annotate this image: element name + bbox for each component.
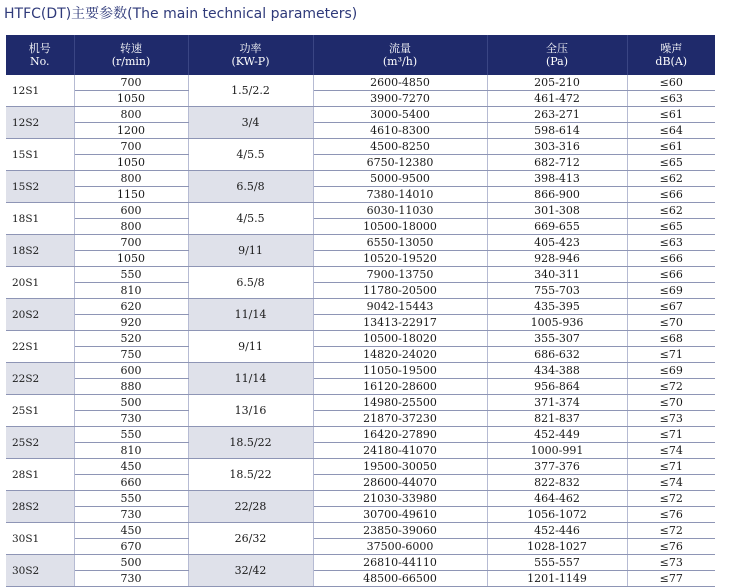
power-cell: 18.5/22	[188, 427, 313, 459]
pressure-cell: 1000-991	[487, 443, 627, 459]
speed-cell: 670	[74, 539, 188, 555]
flow-cell: 21030-33980	[313, 491, 487, 507]
table-row	[6, 459, 715, 475]
power-cell: 9/11	[188, 235, 313, 267]
column-header-cn: 机号	[28, 42, 51, 55]
column-header-en: (m³/h)	[382, 55, 418, 68]
pressure-cell: 377-376	[487, 459, 627, 475]
noise-cell: ≤61	[627, 139, 715, 155]
pressure-cell: 263-271	[487, 107, 627, 123]
power-cell: 11/14	[188, 363, 313, 395]
pressure-cell: 434-388	[487, 363, 627, 379]
table-row	[6, 331, 715, 347]
column-header-en: (Pa)	[545, 55, 569, 68]
table-row	[6, 155, 715, 171]
noise-cell: ≤66	[627, 187, 715, 203]
table-row	[6, 235, 715, 251]
table-row	[6, 523, 715, 539]
speed-cell: 1200	[74, 123, 188, 139]
noise-cell: ≤69	[627, 283, 715, 299]
pressure-cell: 303-316	[487, 139, 627, 155]
noise-cell: ≤66	[627, 251, 715, 267]
table-row	[6, 555, 715, 571]
model-cell: 28S2	[6, 491, 74, 523]
column-header-en: No.	[29, 55, 50, 68]
speed-cell: 700	[74, 75, 188, 91]
power-cell: 4/5.5	[188, 203, 313, 235]
table-row	[6, 251, 715, 267]
noise-cell: ≤72	[627, 523, 715, 539]
flow-cell: 26810-44110	[313, 555, 487, 571]
model-cell: 18S1	[6, 203, 74, 235]
noise-cell: ≤63	[627, 235, 715, 251]
table-header	[6, 35, 715, 75]
noise-cell: ≤71	[627, 427, 715, 443]
table-row	[6, 299, 715, 315]
speed-cell: 730	[74, 507, 188, 523]
speed-cell: 520	[74, 331, 188, 347]
noise-cell: ≤65	[627, 219, 715, 235]
table-row	[6, 571, 715, 587]
speed-cell: 730	[74, 411, 188, 427]
page-title: HTFC(DT)主要参数(The main technical parameters)	[4, 6, 358, 22]
noise-cell: ≤61	[627, 107, 715, 123]
flow-cell: 4610-8300	[313, 123, 487, 139]
pressure-cell: 464-462	[487, 491, 627, 507]
noise-cell: ≤76	[627, 539, 715, 555]
column-header-total-pressure	[487, 35, 627, 75]
pressure-cell: 822-832	[487, 475, 627, 491]
flow-cell: 6550-13050	[313, 235, 487, 251]
flow-cell: 2600-4850	[313, 75, 487, 91]
model-cell: 30S2	[6, 555, 74, 587]
table-row	[6, 123, 715, 139]
power-cell: 4/5.5	[188, 139, 313, 171]
flow-cell: 10520-19520	[313, 251, 487, 267]
pressure-cell: 686-632	[487, 347, 627, 363]
column-header-cn: 流量	[389, 42, 411, 55]
noise-cell: ≤60	[627, 75, 715, 91]
pressure-cell: 866-900	[487, 187, 627, 203]
pressure-cell: 205-210	[487, 75, 627, 91]
model-cell: 25S2	[6, 427, 74, 459]
pressure-cell: 355-307	[487, 331, 627, 347]
noise-cell: ≤68	[627, 331, 715, 347]
column-header-cn: 噪声	[660, 42, 683, 55]
model-cell: 15S2	[6, 171, 74, 203]
table-row	[6, 219, 715, 235]
speed-cell: 600	[74, 203, 188, 219]
table-row	[6, 379, 715, 395]
speed-cell: 550	[74, 267, 188, 283]
flow-cell: 9042-15443	[313, 299, 487, 315]
table-row	[6, 267, 715, 283]
flow-cell: 16120-28600	[313, 379, 487, 395]
flow-cell: 21870-37230	[313, 411, 487, 427]
pressure-cell: 928-946	[487, 251, 627, 267]
noise-cell: ≤66	[627, 267, 715, 283]
table-body	[6, 75, 715, 587]
pressure-cell: 956-864	[487, 379, 627, 395]
model-cell: 18S2	[6, 235, 74, 267]
speed-cell: 1050	[74, 251, 188, 267]
pressure-cell: 452-449	[487, 427, 627, 443]
speed-cell: 1050	[74, 155, 188, 171]
speed-cell: 620	[74, 299, 188, 315]
noise-cell: ≤65	[627, 155, 715, 171]
power-cell: 18.5/22	[188, 459, 313, 491]
pressure-cell: 461-472	[487, 91, 627, 107]
model-cell: 12S1	[6, 75, 74, 107]
table-row	[6, 427, 715, 443]
flow-cell: 3000-5400	[313, 107, 487, 123]
power-cell: 32/42	[188, 555, 313, 587]
flow-cell: 11050-19500	[313, 363, 487, 379]
noise-cell: ≤73	[627, 555, 715, 571]
flow-cell: 14980-25500	[313, 395, 487, 411]
table-row	[6, 507, 715, 523]
flow-cell: 6750-12380	[313, 155, 487, 171]
pressure-cell: 821-837	[487, 411, 627, 427]
pressure-cell: 405-423	[487, 235, 627, 251]
pressure-cell: 340-311	[487, 267, 627, 283]
flow-cell: 16420-27890	[313, 427, 487, 443]
pressure-cell: 598-614	[487, 123, 627, 139]
table-row	[6, 411, 715, 427]
flow-cell: 7380-14010	[313, 187, 487, 203]
speed-cell: 700	[74, 139, 188, 155]
column-header-en: (KW-P)	[231, 55, 270, 68]
flow-cell: 23850-39060	[313, 523, 487, 539]
table-row	[6, 91, 715, 107]
flow-cell: 3900-7270	[313, 91, 487, 107]
speed-cell: 500	[74, 395, 188, 411]
pressure-cell: 1028-1027	[487, 539, 627, 555]
column-header-cn: 转速	[120, 42, 142, 55]
flow-cell: 4500-8250	[313, 139, 487, 155]
noise-cell: ≤70	[627, 315, 715, 331]
parameters-table	[6, 35, 715, 587]
speed-cell: 810	[74, 283, 188, 299]
speed-cell: 1150	[74, 187, 188, 203]
noise-cell: ≤69	[627, 363, 715, 379]
power-cell: 1.5/2.2	[188, 75, 313, 107]
flow-cell: 19500-30050	[313, 459, 487, 475]
column-header-model-no	[6, 35, 74, 75]
table-row	[6, 475, 715, 491]
speed-cell: 550	[74, 491, 188, 507]
column-header-speed	[74, 35, 188, 75]
pressure-cell: 682-712	[487, 155, 627, 171]
power-cell: 22/28	[188, 491, 313, 523]
model-cell: 12S2	[6, 107, 74, 139]
pressure-cell: 398-413	[487, 171, 627, 187]
noise-cell: ≤70	[627, 395, 715, 411]
noise-cell: ≤74	[627, 443, 715, 459]
pressure-cell: 1201-1149	[487, 571, 627, 587]
power-cell: 3/4	[188, 107, 313, 139]
pressure-cell: 1005-936	[487, 315, 627, 331]
noise-cell: ≤71	[627, 347, 715, 363]
flow-cell: 13413-22917	[313, 315, 487, 331]
pressure-cell: 435-395	[487, 299, 627, 315]
table-row	[6, 107, 715, 123]
noise-cell: ≤72	[627, 379, 715, 395]
flow-cell: 5000-9500	[313, 171, 487, 187]
pressure-cell: 555-557	[487, 555, 627, 571]
model-cell: 28S1	[6, 459, 74, 491]
speed-cell: 1050	[74, 91, 188, 107]
column-header-en: (r/min)	[111, 55, 151, 68]
speed-cell: 880	[74, 379, 188, 395]
column-header-noise	[627, 35, 715, 75]
pressure-cell: 301-308	[487, 203, 627, 219]
speed-cell: 800	[74, 171, 188, 187]
speed-cell: 750	[74, 347, 188, 363]
speed-cell: 800	[74, 107, 188, 123]
column-header-flow	[313, 35, 487, 75]
model-cell: 20S1	[6, 267, 74, 299]
table-row	[6, 395, 715, 411]
speed-cell: 450	[74, 523, 188, 539]
power-cell: 26/32	[188, 523, 313, 555]
noise-cell: ≤72	[627, 491, 715, 507]
flow-cell: 11780-20500	[313, 283, 487, 299]
table-row	[6, 315, 715, 331]
speed-cell: 600	[74, 363, 188, 379]
flow-cell: 28600-44070	[313, 475, 487, 491]
power-cell: 9/11	[188, 331, 313, 363]
power-cell: 6.5/8	[188, 171, 313, 203]
flow-cell: 24180-41070	[313, 443, 487, 459]
speed-cell: 660	[74, 475, 188, 491]
flow-cell: 37500-6000	[313, 539, 487, 555]
noise-cell: ≤76	[627, 507, 715, 523]
flow-cell: 30700-49610	[313, 507, 487, 523]
noise-cell: ≤64	[627, 123, 715, 139]
noise-cell: ≤77	[627, 571, 715, 587]
power-cell: 11/14	[188, 299, 313, 331]
noise-cell: ≤74	[627, 475, 715, 491]
speed-cell: 450	[74, 459, 188, 475]
speed-cell: 500	[74, 555, 188, 571]
pressure-cell: 1056-1072	[487, 507, 627, 523]
noise-cell: ≤67	[627, 299, 715, 315]
model-cell: 22S1	[6, 331, 74, 363]
model-cell: 15S1	[6, 139, 74, 171]
pressure-cell: 755-703	[487, 283, 627, 299]
table-row	[6, 203, 715, 219]
table-row	[6, 491, 715, 507]
table-row	[6, 347, 715, 363]
speed-cell: 810	[74, 443, 188, 459]
table-row	[6, 363, 715, 379]
noise-cell: ≤73	[627, 411, 715, 427]
noise-cell: ≤62	[627, 171, 715, 187]
table-row	[6, 171, 715, 187]
table-row	[6, 139, 715, 155]
model-cell: 30S1	[6, 523, 74, 555]
flow-cell: 48500-66500	[313, 571, 487, 587]
table-row	[6, 187, 715, 203]
table-row	[6, 443, 715, 459]
speed-cell: 550	[74, 427, 188, 443]
parameters-table-container	[6, 35, 715, 587]
speed-cell: 800	[74, 219, 188, 235]
table-row	[6, 283, 715, 299]
noise-cell: ≤63	[627, 91, 715, 107]
noise-cell: ≤71	[627, 459, 715, 475]
model-cell: 22S2	[6, 363, 74, 395]
table-row	[6, 75, 715, 91]
flow-cell: 10500-18020	[313, 331, 487, 347]
pressure-cell: 669-655	[487, 219, 627, 235]
power-cell: 13/16	[188, 395, 313, 427]
column-header-power	[188, 35, 313, 75]
pressure-cell: 371-374	[487, 395, 627, 411]
column-header-cn: 功率	[239, 42, 262, 55]
power-cell: 6.5/8	[188, 267, 313, 299]
flow-cell: 7900-13750	[313, 267, 487, 283]
model-cell: 25S1	[6, 395, 74, 427]
model-cell: 20S2	[6, 299, 74, 331]
header-row	[6, 35, 715, 75]
column-header-cn: 全压	[546, 42, 568, 55]
flow-cell: 6030-11030	[313, 203, 487, 219]
table-row	[6, 539, 715, 555]
flow-cell: 10500-18000	[313, 219, 487, 235]
flow-cell: 14820-24020	[313, 347, 487, 363]
pressure-cell: 452-446	[487, 523, 627, 539]
speed-cell: 730	[74, 571, 188, 587]
column-header-en: dB(A)	[655, 55, 688, 68]
noise-cell: ≤62	[627, 203, 715, 219]
speed-cell: 700	[74, 235, 188, 251]
speed-cell: 920	[74, 315, 188, 331]
